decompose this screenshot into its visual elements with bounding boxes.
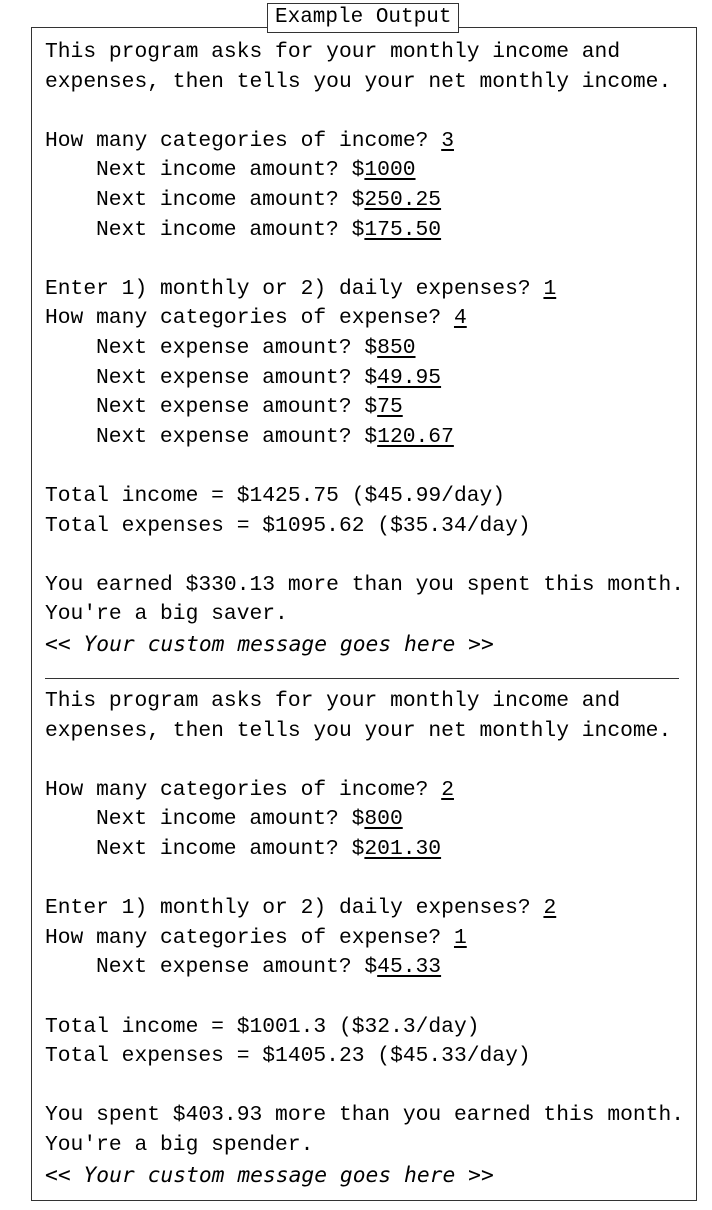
expense-input: 75 [377,395,403,420]
expense-mode-input: 1 [543,276,557,301]
expense-mode-input: 2 [543,896,557,921]
expense-count-line [45,924,684,954]
expense-prompt: Next expense amount? $ [96,335,378,360]
income-count-line [45,776,684,806]
income-prompt: Next income amount? $ [96,187,365,212]
intro-line-1: This program asks for your monthly income and [45,40,621,64]
sample-run-2 [45,687,684,1190]
expense-mode-prompt: Enter 1) monthly or 2) daily expenses? [45,276,544,301]
sample-run-1 [45,38,684,659]
intro-line-2: expenses, then tells you your net monthly income. [45,718,672,743]
expense-count-prompt: How many categories of expense? [45,925,454,950]
result-line: You earned $330.13 more than you spent this month. [45,572,685,597]
income-line [45,216,684,246]
total-income-line: Total income = $1001.3 ($32.3/day) [45,1014,480,1039]
expense-line [45,393,684,423]
income-count-input: 3 [441,128,454,153]
expense-mode-line [45,275,684,305]
total-expenses-line: Total expenses = $1405.23 ($45.33/day) [45,1044,531,1069]
expense-line [45,364,684,394]
intro-line-2: expenses, then tells you your net monthly income. [45,69,672,94]
expense-mode-line [45,894,684,924]
expense-input: 49.95 [377,365,442,390]
income-count-line [45,127,684,157]
expense-input: 120.67 [377,424,454,449]
expense-prompt: Next expense amount? $ [96,365,378,390]
expense-count-line [45,304,684,334]
income-count-input: 2 [441,777,454,802]
expense-prompt: Next expense amount? $ [96,395,378,420]
income-line [45,805,684,835]
expense-line [45,953,684,983]
income-input: 175.50 [364,217,442,242]
income-input: 1000 [364,158,416,183]
result-line: You spent $403.93 more than you earned this month. [45,1103,685,1128]
verdict-line: You're a big saver. [45,602,288,627]
custom-message-line: << Your custom message goes here >> [45,1162,494,1188]
income-prompt: Next income amount? $ [96,158,365,183]
expense-line [45,334,684,364]
expense-count-input: 4 [453,306,467,331]
intro-line-1: This program asks for your monthly income and [45,689,621,713]
income-input: 201.30 [364,836,442,861]
income-line [45,156,684,186]
custom-message-line: << Your custom message goes here >> [45,631,494,657]
income-line [45,835,684,865]
expense-prompt: Next expense amount? $ [96,424,378,449]
expense-count-prompt: How many categories of expense? [45,306,454,331]
expense-count-input: 1 [453,925,467,950]
expense-prompt: Next expense amount? $ [96,955,378,980]
income-count-prompt: How many categories of income? [45,128,442,153]
total-income-line: Total income = $1425.75 ($45.99/day) [45,483,506,508]
total-expenses-line: Total expenses = $1095.62 ($35.34/day) [45,513,531,538]
income-input: 800 [364,807,403,832]
expense-mode-prompt: Enter 1) monthly or 2) daily expenses? [45,896,544,921]
income-prompt: Next income amount? $ [96,807,365,832]
expense-line [45,423,684,453]
example-output-title: Example Output [267,3,459,33]
income-line [45,186,684,216]
expense-input: 850 [377,335,416,360]
run-divider [45,678,679,679]
income-count-prompt: How many categories of income? [45,777,442,802]
expense-input: 45.33 [377,955,442,980]
verdict-line: You're a big spender. [45,1132,314,1157]
income-prompt: Next income amount? $ [96,217,365,242]
income-input: 250.25 [364,187,442,212]
income-prompt: Next income amount? $ [96,836,365,861]
